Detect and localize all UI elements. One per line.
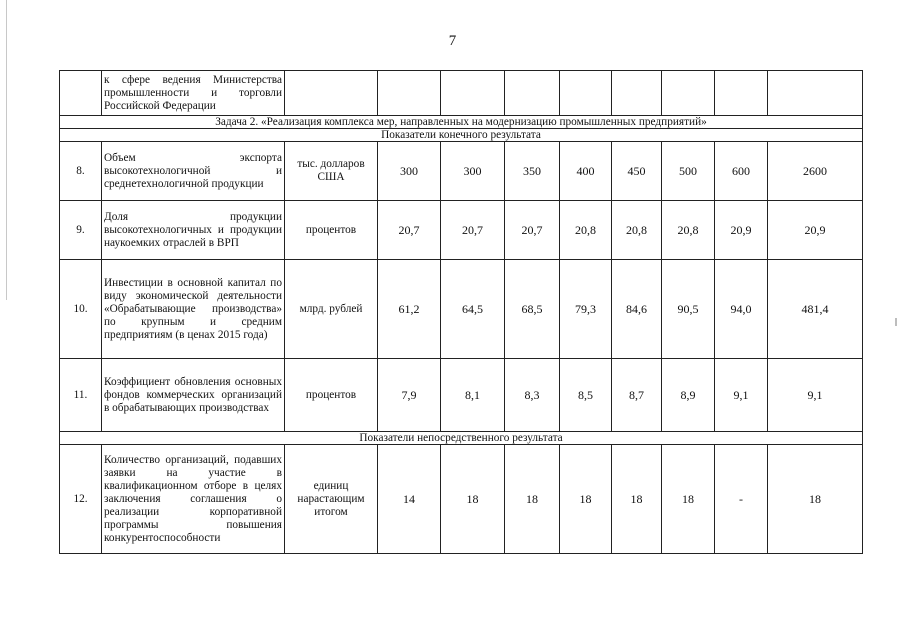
value-cell: 9,1: [715, 359, 768, 432]
value-cell: 300: [441, 142, 505, 201]
unit-cell: процентов: [285, 359, 378, 432]
value-cell: 20,7: [378, 201, 441, 260]
value-cell: 94,0: [715, 260, 768, 359]
indicator-name: Инвестиции в основной капитал по виду экономической деятельности «Обрабатывающие производства» по крупным и средним предприятиям (в ценах 2015 года): [102, 260, 285, 359]
value-cell: [662, 71, 715, 116]
row-number: 12.: [60, 445, 102, 554]
table-row: [60, 201, 863, 260]
value-cell: 61,2: [378, 260, 441, 359]
value-cell: 481,4: [768, 260, 863, 359]
value-cell: 20,9: [715, 201, 768, 260]
value-cell: 350: [505, 142, 560, 201]
section-heading-row: [60, 432, 863, 445]
table-row: [60, 71, 863, 116]
value-cell: 8,5: [560, 359, 612, 432]
value-cell: 8,7: [612, 359, 662, 432]
value-cell: 300: [378, 142, 441, 201]
value-cell: 600: [715, 142, 768, 201]
task-heading-row: [60, 116, 863, 129]
table-row: [60, 142, 863, 201]
num-cell: [60, 71, 102, 116]
value-cell: [768, 71, 863, 116]
section-heading-row: [60, 129, 863, 142]
name-cell: к сфере ведения Министерства промышленности и торговли Российской Федерации: [102, 71, 285, 116]
value-cell: 20,8: [662, 201, 715, 260]
value-cell: [560, 71, 612, 116]
table-row: [60, 359, 863, 432]
indicators-table: [59, 70, 863, 554]
value-cell: 8,9: [662, 359, 715, 432]
value-cell: [378, 71, 441, 116]
value-cell: 64,5: [441, 260, 505, 359]
value-cell: 79,3: [560, 260, 612, 359]
value-cell: 84,6: [612, 260, 662, 359]
row-number: 10.: [60, 260, 102, 359]
indicator-name: Объем экспорта высокотехнологичной и среднетехнологичной продукции: [102, 142, 285, 201]
value-cell: 20,9: [768, 201, 863, 260]
unit-cell: единиц нарастающим итогом: [285, 445, 378, 554]
value-cell: 14: [378, 445, 441, 554]
value-cell: 9,1: [768, 359, 863, 432]
row-number: 9.: [60, 201, 102, 260]
scan-speck: [895, 318, 897, 326]
value-cell: 18: [612, 445, 662, 554]
section-heading-final: Показатели конечного результата: [60, 129, 863, 142]
value-cell: 18: [768, 445, 863, 554]
indicator-name: Доля продукции высокотехнологичных и продукции наукоемких отраслей в ВРП: [102, 201, 285, 260]
section-heading-direct: Показатели непосредственного результата: [60, 432, 863, 445]
unit-cell: тыс. долларов США: [285, 142, 378, 201]
value-cell: 68,5: [505, 260, 560, 359]
table-row: [60, 260, 863, 359]
task-heading: Задача 2. «Реализация комплекса мер, направленных на модернизацию промышленных предприятий»: [60, 116, 863, 129]
table-row: [60, 445, 863, 554]
value-cell: [441, 71, 505, 116]
value-cell: 20,7: [505, 201, 560, 260]
value-cell: [612, 71, 662, 116]
value-cell: 20,7: [441, 201, 505, 260]
value-cell: 7,9: [378, 359, 441, 432]
value-cell: 18: [560, 445, 612, 554]
value-cell: 90,5: [662, 260, 715, 359]
value-cell: 450: [612, 142, 662, 201]
value-cell: [505, 71, 560, 116]
indicator-name: Количество организаций, подавших заявки на участие в квалификационном отборе в целях заключения соглашения о реализации корпоративной программы повышения конкурентоспособности: [102, 445, 285, 554]
value-cell: 2600: [768, 142, 863, 201]
value-cell: 500: [662, 142, 715, 201]
value-cell: 20,8: [612, 201, 662, 260]
value-cell: 18: [662, 445, 715, 554]
unit-cell: процентов: [285, 201, 378, 260]
value-cell: [715, 71, 768, 116]
value-cell: 18: [505, 445, 560, 554]
unit-cell: [285, 71, 378, 116]
page-number: 7: [448, 33, 457, 49]
value-cell: 400: [560, 142, 612, 201]
unit-cell: млрд. рублей: [285, 260, 378, 359]
value-cell: 8,3: [505, 359, 560, 432]
row-number: 8.: [60, 142, 102, 201]
value-cell: 18: [441, 445, 505, 554]
value-cell: 8,1: [441, 359, 505, 432]
indicator-name: Коэффициент обновления основных фондов коммерческих организаций в обрабатывающих производствах: [102, 359, 285, 432]
value-cell: 20,8: [560, 201, 612, 260]
value-cell: -: [715, 445, 768, 554]
row-number: 11.: [60, 359, 102, 432]
